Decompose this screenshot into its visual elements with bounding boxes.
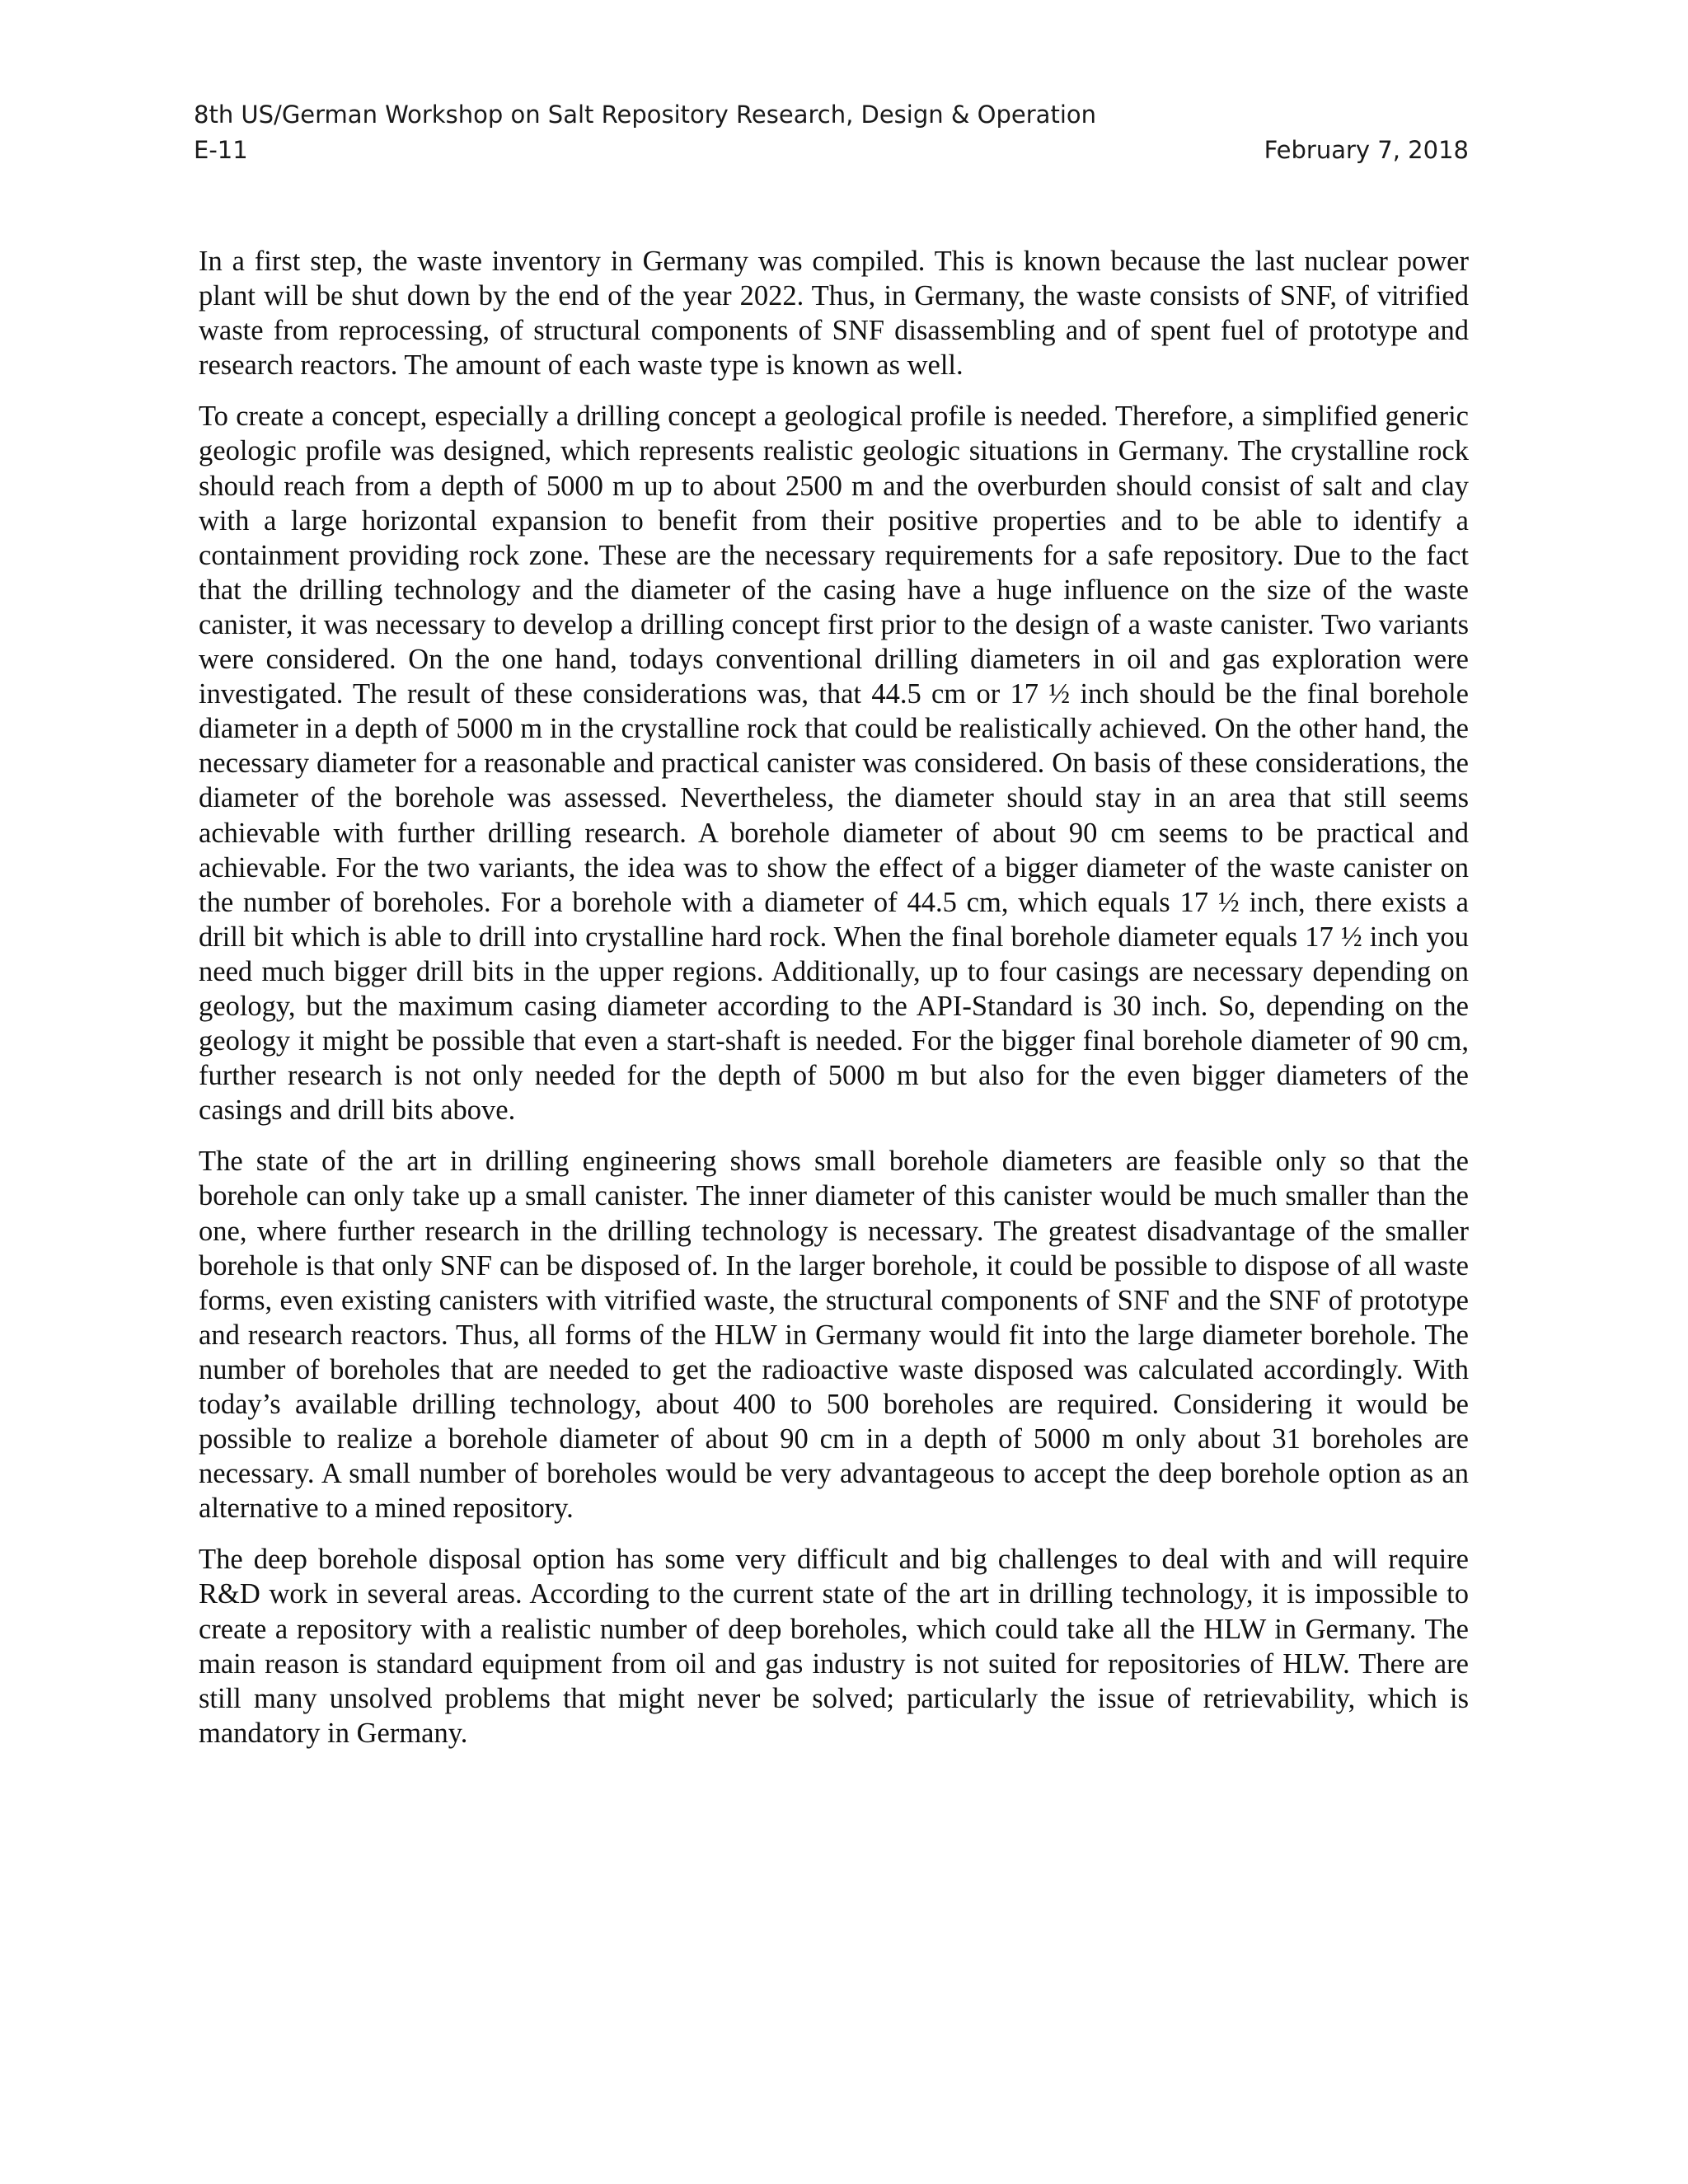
header-row (194, 133, 1469, 168)
header-date: February 7, 2018 (1264, 136, 1469, 164)
paragraph-drilling-concept: To create a concept, especially a drilling concept a geological profile is needed. Therefore, a simplified generic geologic profile was designed, which represents realistic geologic situations in Germany. The crystalline rock should reach from a depth of 5000 m up to about 2500 m and the overburden should consist of salt and clay with a large horizontal expansion to benefit from their positive properties and to be able to identify a containment providing rock zone. These are the necessary requirements for a safe repository. Due to the fact that the drilling technology and the diameter of the casing have a huge influence on the size of the waste canister, it was necessary to develop a drilling concept first prior to the design of a waste canister. Two variants were considered. On the one hand, todays conventional drilling diameters in oil and gas exploration were investigated. The result of these considerations was, that 44.5 cm or 17 ½ inch should be the final borehole diameter in a depth of 5000 m in the crystalline rock that could be realistically achieved. On the other hand, the necessary diameter for a reasonable and practical canister was considered. On basis of these considerations, the diameter of the borehole was assessed. Nevertheless, the diameter should stay in an area that still seems achievable with further drilling research. A borehole diameter of about 90 cm seems to be practical and achievable. For the two variants, the idea was to show the effect of a bigger diameter of the waste canister on the number of boreholes. For a borehole with a diameter of 44.5 cm, which equals 17 ½ inch, there exists a drill bit which is able to drill into crystalline hard rock. When the final borehole diameter equals 17 ½ inch you need much bigger drill bits in the upper regions. Additionally, up to four casings are necessary depending on geology, but the maximum casing diameter according to the API-Standard is 30 inch. So, depending on the geology it might be possible that even a start-shaft is needed. For the bigger final borehole diameter of 90 cm, further research is not only needed for the depth of 5000 m but also for the even bigger diameters of the casings and drill bits above. (199, 401, 1469, 1127)
page-header (194, 97, 1469, 168)
paragraph-waste-inventory: In a first step, the waste inventory in Germany was compiled. This is known because the last nuclear power plant will be shut down by the end of the year 2022. Thus, in Germany, the waste consists of SNF, of vitrified waste from reprocessing, of structural components of SNF disassembling and of spent fuel of prototype and research reactors. The amount of each waste type is known as well. (199, 246, 1469, 382)
paragraph-state-of-the-art: The state of the art in drilling engineering shows small borehole diameters are feasible only so that the borehole can only take up a small canister. The inner diameter of this canister would be much smaller than the one, where further research in the drilling technology is necessary. The greatest disadvantage of the smaller borehole is that only SNF can be disposed of. In the larger borehole, it could be possible to dispose of all waste forms, even existing canisters with vitrified waste, the structural components of SNF and the SNF of prototype and research reactors. Thus, all forms of the HLW in Germany would fit into the large diameter borehole. The number of boreholes that are needed to get the radioactive waste disposed was calculated accordingly. With today’s available drilling technology, about 400 to 500 boreholes are required. Considering it would be possible to realize a borehole diameter of about 90 cm in a depth of 5000 m only about 31 boreholes are necessary. A small number of boreholes would be very advantageous to accept the deep borehole option as an alternative to a mined repository. (199, 1146, 1469, 1525)
body-text (199, 244, 1469, 1767)
workshop-title: 8th US/German Workshop on Salt Repository Research, Design & Operation (194, 101, 1097, 129)
section-code: E-11 (194, 136, 248, 164)
paragraph-challenges: The deep borehole disposal option has some very difficult and big challenges to deal with and will require R&D work in several areas. According to the current state of the art in drilling technology, it is impossible to create a repository with a realistic number of deep boreholes, which could take all the HLW in Germany. The main reason is standard equipment from oil and gas industry is not suited for repositories of HLW. There are still many unsolved problems that might never be solved; particularly the issue of retrievability, which is mandatory in Germany. (199, 1544, 1469, 1749)
